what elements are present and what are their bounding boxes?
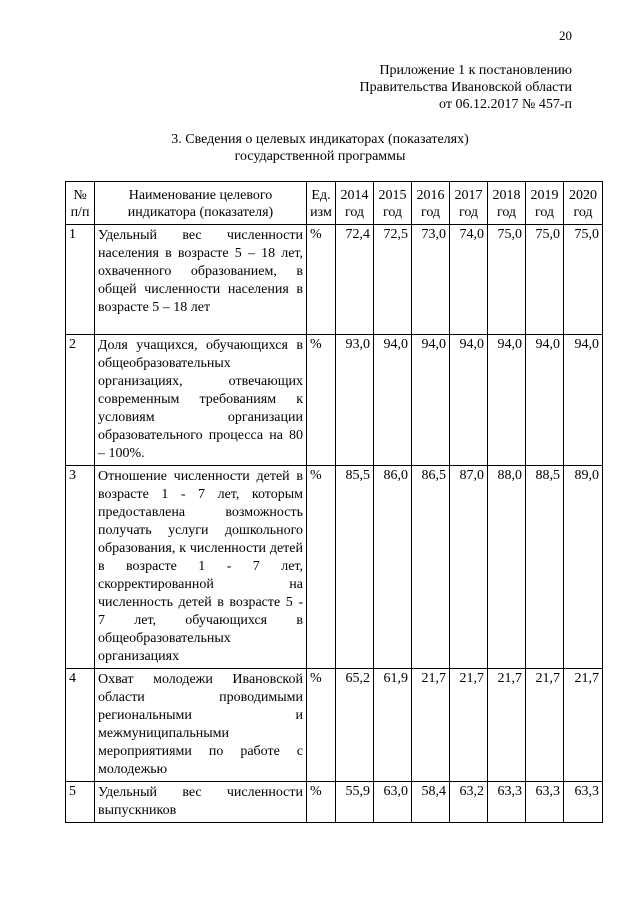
header-year: 2017 год: [450, 182, 488, 225]
row-number: 5: [66, 782, 95, 823]
value-cell: 86,0: [374, 466, 412, 669]
header-year: 2018 год: [488, 182, 526, 225]
row-number: 4: [66, 669, 95, 782]
indicator-name: Доля учащихся, обучающихся в общеобразовательных организациях, отвечающих современным требованиям к условиям организации образовательного процесса на 80 – 100%.: [95, 335, 307, 466]
value-cell: 89,0: [564, 466, 603, 669]
section-title-line-1: 3. Сведения о целевых индикаторах (показателях): [171, 132, 469, 147]
appendix-reference: [360, 62, 572, 113]
value-cell: 94,0: [526, 335, 564, 466]
value-cell: 63,3: [564, 782, 603, 823]
value-cell: 21,7: [564, 669, 603, 782]
unit-cell: %: [307, 782, 336, 823]
unit-cell: %: [307, 466, 336, 669]
row-number: 3: [66, 466, 95, 669]
table-header-row: [66, 182, 603, 225]
value-cell: 61,9: [374, 669, 412, 782]
value-cell: 63,3: [526, 782, 564, 823]
indicator-name: Удельный вес численности выпускников: [95, 782, 307, 823]
header-year: 2019 год: [526, 182, 564, 225]
value-cell: 85,5: [336, 466, 374, 669]
value-cell: 63,3: [488, 782, 526, 823]
table-row: [66, 466, 603, 669]
value-cell: 94,0: [564, 335, 603, 466]
value-cell: 75,0: [526, 225, 564, 335]
value-cell: 75,0: [488, 225, 526, 335]
value-cell: 73,0: [412, 225, 450, 335]
header-year: 2016 год: [412, 182, 450, 225]
value-cell: 94,0: [450, 335, 488, 466]
appendix-line-2: Правительства Ивановской области: [359, 80, 572, 95]
indicator-name: Отношение численности детей в возрасте 1 - 7 лет, которым предоставлена возможность получать услуги дошкольного образования, к численности детей в возрасте 1 - 7 лет, скорректированной на численность детей в возрасте 5 - 7 лет, обучающихся в общеобразовательных организациях: [95, 466, 307, 669]
header-year: 2015 год: [374, 182, 412, 225]
value-cell: 94,0: [488, 335, 526, 466]
section-title-line-2: государственной программы: [234, 149, 406, 164]
indicators-table: [65, 181, 603, 823]
unit-cell: %: [307, 335, 336, 466]
value-cell: 75,0: [564, 225, 603, 335]
header-unit: Ед. изм: [307, 182, 336, 225]
row-number: 1: [66, 225, 95, 335]
header-year: 2020 год: [564, 182, 603, 225]
unit-cell: %: [307, 669, 336, 782]
section-title: [0, 131, 640, 165]
table-row: [66, 225, 603, 335]
value-cell: 74,0: [450, 225, 488, 335]
value-cell: 94,0: [374, 335, 412, 466]
table-row: [66, 669, 603, 782]
appendix-line-1: Приложение 1 к постановлению: [379, 63, 572, 78]
value-cell: 94,0: [412, 335, 450, 466]
value-cell: 88,0: [488, 466, 526, 669]
indicator-name: Охват молодежи Ивановской области проводимыми региональными и межмуниципальными мероприятиями по работе с молодежью: [95, 669, 307, 782]
value-cell: 93,0: [336, 335, 374, 466]
value-cell: 72,5: [374, 225, 412, 335]
table-row: [66, 782, 603, 823]
value-cell: 63,0: [374, 782, 412, 823]
value-cell: 21,7: [526, 669, 564, 782]
value-cell: 87,0: [450, 466, 488, 669]
value-cell: 63,2: [450, 782, 488, 823]
value-cell: 21,7: [412, 669, 450, 782]
value-cell: 65,2: [336, 669, 374, 782]
value-cell: 72,4: [336, 225, 374, 335]
header-number: № п/п: [66, 182, 95, 225]
unit-cell: %: [307, 225, 336, 335]
header-year: 2014 год: [336, 182, 374, 225]
value-cell: 86,5: [412, 466, 450, 669]
page-number: 20: [559, 28, 572, 43]
appendix-line-3: от 06.12.2017 № 457-п: [439, 97, 572, 112]
value-cell: 21,7: [450, 669, 488, 782]
header-indicator-name: Наименование целевого индикатора (показателя): [95, 182, 307, 225]
value-cell: 55,9: [336, 782, 374, 823]
table-row: [66, 335, 603, 466]
value-cell: 58,4: [412, 782, 450, 823]
row-number: 2: [66, 335, 95, 466]
indicator-name: Удельный вес численности населения в возрасте 5 – 18 лет, охваченного образованием, в общей численности населения в возрасте 5 – 18 лет: [95, 225, 307, 335]
value-cell: 88,5: [526, 466, 564, 669]
value-cell: 21,7: [488, 669, 526, 782]
